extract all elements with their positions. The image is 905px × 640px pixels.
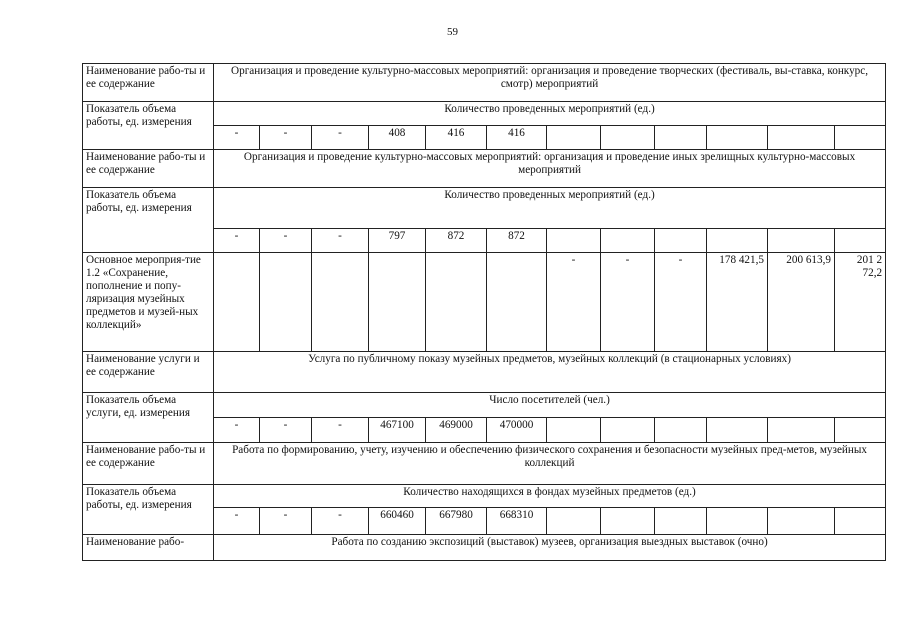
table-row — [83, 443, 886, 485]
value-cell: - — [312, 229, 369, 253]
value-cell: - — [214, 418, 260, 443]
empty-cell — [835, 126, 886, 150]
service-name: Услуга по публичному показу музейных предметов, музейных коллекций (в стационарных условиях) — [214, 352, 886, 393]
table-row — [83, 150, 886, 188]
empty-cell — [835, 508, 886, 535]
table-row — [83, 102, 886, 126]
empty-cell — [601, 508, 655, 535]
empty-cell — [835, 418, 886, 443]
value-cell: 872 — [426, 229, 487, 253]
value-cell: - — [214, 126, 260, 150]
empty-cell — [655, 418, 707, 443]
empty-cell — [601, 126, 655, 150]
empty-cell — [601, 229, 655, 253]
work-name: Работа по формированию, учету, изучению и обеспечению физического сохранения и безопасности музейных пред-метов, музейных коллекций — [214, 443, 886, 485]
value-cell: - — [260, 229, 312, 253]
empty-cell — [547, 508, 601, 535]
empty-cell — [768, 508, 835, 535]
value-cell: - — [655, 253, 707, 352]
value-cell: - — [312, 126, 369, 150]
empty-cell — [768, 126, 835, 150]
empty-cell — [707, 508, 768, 535]
value-cell: 416 — [426, 126, 487, 150]
empty-cell — [547, 126, 601, 150]
indicator-name: Количество находящихся в фондах музейных предметов (ед.) — [214, 485, 886, 508]
table-row — [83, 535, 886, 561]
indicator-name: Количество проведенных мероприятий (ед.) — [214, 188, 886, 229]
row-label: Показатель объема работы, ед. измерения — [83, 485, 214, 535]
table-row — [83, 188, 886, 229]
value-cell: 660460 — [369, 508, 426, 535]
value-cell: - — [312, 508, 369, 535]
row-label: Основное мероприя-тие 1.2 «Сохранение, пополнение и попу-ляризация музейных предметов и музей-ных коллекций» — [83, 253, 214, 352]
value-cell: 667980 — [426, 508, 487, 535]
value-cell: - — [260, 508, 312, 535]
table-row — [83, 485, 886, 508]
empty-cell — [655, 508, 707, 535]
empty-cell — [214, 253, 260, 352]
row-label: Наименование рабо- — [83, 535, 214, 561]
indicator-name: Количество проведенных мероприятий (ед.) — [214, 102, 886, 126]
row-label: Наименование рабо-ты и ее содержание — [83, 64, 214, 102]
empty-cell — [707, 229, 768, 253]
value-cell: 178 421,5 — [707, 253, 768, 352]
empty-cell — [835, 229, 886, 253]
value-cell: 201 2 72,2 — [835, 253, 886, 352]
empty-cell — [768, 418, 835, 443]
row-label: Наименование рабо-ты и ее содержание — [83, 443, 214, 485]
empty-cell — [487, 253, 547, 352]
empty-cell — [707, 418, 768, 443]
value-cell: - — [601, 253, 655, 352]
value-cell: 200 613,9 — [768, 253, 835, 352]
empty-cell — [312, 253, 369, 352]
value-cell: 469000 — [426, 418, 487, 443]
table-row — [83, 253, 886, 352]
value-cell: 467100 — [369, 418, 426, 443]
value-cell: - — [260, 418, 312, 443]
empty-cell — [601, 418, 655, 443]
row-label: Показатель объема услуги, ед. измерения — [83, 393, 214, 443]
table-row — [83, 64, 886, 102]
value-cell: 408 — [369, 126, 426, 150]
empty-cell — [768, 229, 835, 253]
empty-cell — [655, 229, 707, 253]
value-cell: 797 — [369, 229, 426, 253]
value-cell: 470000 — [487, 418, 547, 443]
value-cell: 416 — [487, 126, 547, 150]
work-name: Работа по созданию экспозиций (выставок) музеев, организация выездных выставок (очно) — [214, 535, 886, 561]
row-label: Показатель объема работы, ед. измерения — [83, 102, 214, 150]
work-name: Организация и проведение культурно-массовых мероприятий: организация и проведение иных зрелищных культурно-массовых мероприятий — [214, 150, 886, 188]
row-label: Наименование рабо-ты и ее содержание — [83, 150, 214, 188]
empty-cell — [655, 126, 707, 150]
value-cell: 668310 — [487, 508, 547, 535]
value-cell: - — [214, 229, 260, 253]
empty-cell — [547, 418, 601, 443]
empty-cell — [707, 126, 768, 150]
empty-cell — [369, 253, 426, 352]
value-cell: - — [214, 508, 260, 535]
row-label: Показатель объема работы, ед. измерения — [83, 188, 214, 253]
value-cell: - — [312, 418, 369, 443]
table-row — [83, 393, 886, 418]
value-cell: - — [260, 126, 312, 150]
work-name: Организация и проведение культурно-массовых мероприятий: организация и проведение творческих (фестиваль, вы-ставка, конкурс, смотр) мероприятий — [214, 64, 886, 102]
empty-cell — [260, 253, 312, 352]
empty-cell — [547, 229, 601, 253]
empty-cell — [426, 253, 487, 352]
indicator-name: Число посетителей (чел.) — [214, 393, 886, 418]
value-cell: 872 — [487, 229, 547, 253]
table-row — [83, 352, 886, 393]
page-number: 59 — [447, 26, 458, 38]
row-label: Наименование услуги и ее содержание — [83, 352, 214, 393]
program-table — [82, 63, 886, 561]
value-cell: - — [547, 253, 601, 352]
